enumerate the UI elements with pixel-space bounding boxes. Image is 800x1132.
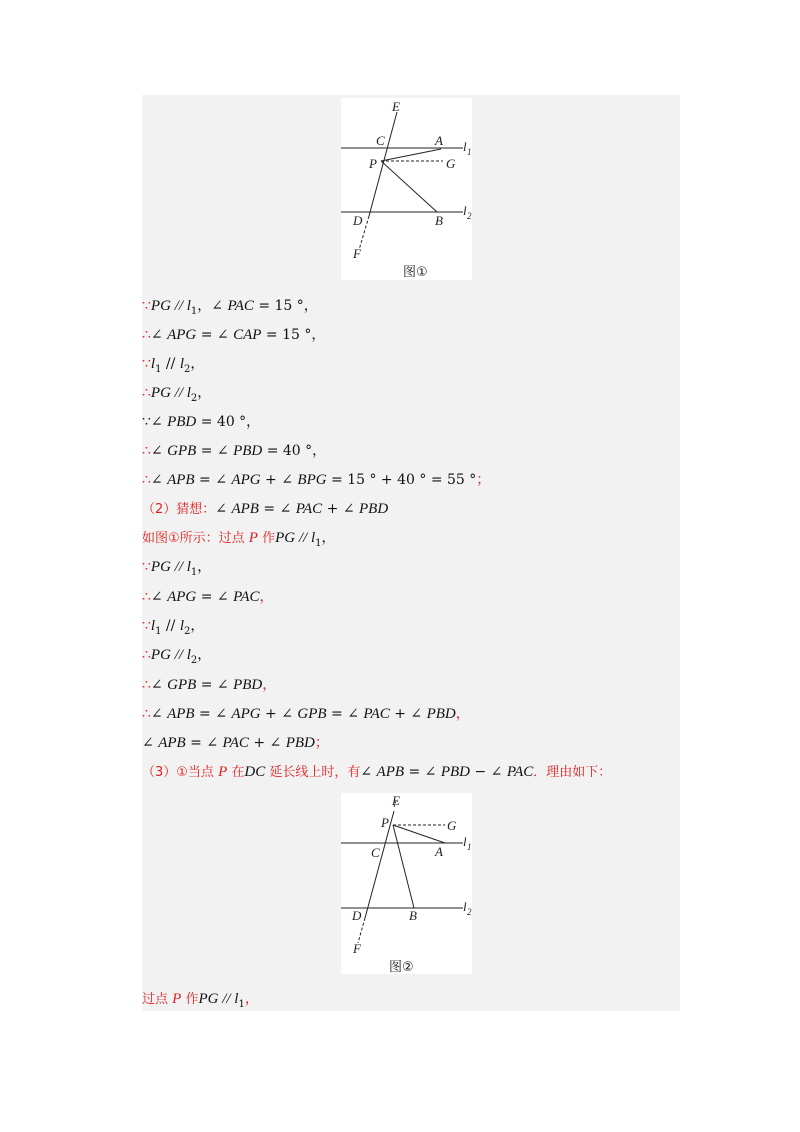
proof-text: ， (190, 356, 205, 372)
proof-text: = ∠ (185, 735, 223, 751)
proof-text: APG (167, 327, 197, 343)
proof-text: 1 (238, 998, 245, 1010)
proof-text: 过点 (142, 992, 173, 1007)
label-f: F (353, 246, 361, 261)
figure-1-caption: 图① (403, 265, 428, 280)
proof-text: APB (167, 706, 195, 722)
proof-text: ∴ (142, 327, 151, 343)
proof-text: 1 (155, 363, 162, 375)
proof-text: 2 (183, 625, 191, 637)
label-g: G (447, 818, 457, 833)
figure-1-diagram (341, 98, 472, 280)
proof-text: + ∠ (260, 706, 298, 722)
proof-text: ∴ (142, 706, 151, 722)
proof-text: ．理由如下： (533, 765, 612, 780)
proof-text: 1 (315, 537, 322, 549)
label-c: C (376, 133, 385, 148)
label-e: E (392, 99, 400, 114)
proof-text: （2）猜想： (142, 502, 216, 517)
proof-text: = ∠ (194, 472, 232, 488)
proof-text: ∴ (142, 647, 151, 663)
proof-line (142, 325, 325, 345)
proof-text: ∠ (360, 764, 377, 780)
proof-text: GPB (167, 443, 197, 459)
proof-text: PBD (440, 764, 471, 780)
proof-line (142, 616, 204, 642)
segment-pb (381, 161, 437, 212)
proof-text: ∠ (150, 677, 168, 693)
proof-text: 1 (190, 305, 198, 317)
proof-text: ； (476, 472, 491, 488)
label-e: E (392, 793, 400, 808)
proof-text: PBD (233, 443, 263, 459)
proof-text: ∴ (142, 443, 151, 459)
proof-text: P (248, 530, 258, 546)
proof-text: ∵ (142, 356, 151, 372)
proof-text: // (161, 356, 180, 372)
proof-text: P (218, 764, 228, 780)
proof-text: APG (167, 589, 197, 605)
proof-text: + ∠ (260, 472, 298, 488)
proof-text: PG // l (150, 298, 191, 314)
proof-line (142, 499, 388, 520)
proof-text: APG (231, 706, 261, 722)
proof-text: APB (376, 764, 405, 780)
proof-text: + ∠ (248, 735, 286, 751)
proof-text: ∵ (142, 618, 151, 634)
proof-text: ， (455, 706, 470, 722)
proof-text: 1 (190, 566, 198, 578)
proof-text: PAC (363, 706, 390, 722)
proof-line (142, 557, 211, 583)
proof-text: // (161, 618, 180, 634)
proof-text: ∠ (215, 501, 232, 517)
proof-line (142, 383, 211, 409)
figure-2 (341, 793, 472, 974)
proof-text: APB (167, 472, 195, 488)
proof-text: 2 (190, 392, 198, 404)
label-c: C (371, 845, 380, 860)
proof-text: PAC (506, 764, 534, 780)
proof-text: PAC (295, 501, 323, 517)
proof-text: + ∠ (389, 706, 427, 722)
proof-line (142, 470, 490, 490)
label-l2: l (463, 899, 467, 914)
proof-text: PG // l (275, 530, 316, 546)
proof-line (142, 528, 335, 554)
proof-text: APG (231, 472, 261, 488)
label-d: D (352, 908, 362, 923)
proof-text: DC (244, 764, 266, 780)
label-b: B (409, 908, 417, 923)
proof-text: ∴ (142, 677, 151, 693)
proof-text: PBD (233, 677, 263, 693)
proof-text: ∴ (142, 385, 151, 401)
proof-text: PAC (222, 735, 249, 751)
proof-text: ， (262, 677, 277, 693)
label-a: A (435, 844, 443, 859)
proof-text: = 15 °， (261, 327, 326, 343)
proof-text: PG // l (150, 559, 191, 575)
label-a: A (435, 133, 443, 148)
proof-text: ， (321, 530, 336, 546)
proof-text: ∵ (142, 414, 151, 430)
proof-text: = ∠ (194, 706, 232, 722)
proof-text: PAC (227, 298, 254, 314)
label-l1-sub: 1 (467, 842, 472, 852)
segment-pa (381, 149, 441, 161)
proof-text: = ∠ (196, 443, 234, 459)
proof-text: 在 (227, 765, 245, 780)
proof-text: ， (259, 589, 274, 605)
proof-text: ∴ (142, 472, 151, 488)
proof-text: ∠ (150, 589, 168, 605)
proof-text: ∠ (150, 472, 168, 488)
proof-text: BPG (297, 472, 327, 488)
proof-text: ∠ (150, 327, 168, 343)
proof-text: GPB (297, 706, 327, 722)
proof-line (142, 675, 276, 695)
proof-text: PG // l (150, 385, 191, 401)
proof-line (142, 762, 611, 783)
figure-2-caption: 图② (389, 960, 414, 974)
proof-text: ； (314, 735, 329, 751)
segment-pa (393, 825, 445, 843)
label-l1: l (463, 139, 467, 154)
proof-text: 如图①所示：过点 (142, 531, 249, 546)
proof-text: = ∠ (196, 327, 234, 343)
proof-text: PAC (233, 589, 260, 605)
label-l2-sub: 2 (467, 211, 472, 221)
proof-text: ， (197, 647, 212, 663)
proof-text: PBD (167, 414, 197, 430)
proof-text: ， (197, 559, 212, 575)
proof-text: ∠ (150, 443, 168, 459)
proof-text: = 40 °， (196, 414, 261, 430)
proof-text: 作 (257, 531, 276, 546)
figure-1 (341, 98, 472, 280)
proof-text: l (150, 356, 156, 372)
proof-text: 作 (181, 992, 199, 1007)
proof-text: = ∠ (196, 677, 234, 693)
proof-text: 延长线上时，有 (265, 765, 361, 780)
figure-2-diagram (341, 793, 472, 974)
segment-pb (393, 825, 414, 908)
proof-text: l (150, 618, 156, 634)
proof-text: 2 (183, 363, 191, 375)
proof-text: PG // l (198, 991, 239, 1007)
proof-text: P (172, 991, 182, 1007)
proof-text: ∠ (150, 414, 168, 430)
proof-line (142, 354, 204, 380)
proof-text: PG // l (150, 647, 191, 663)
proof-text: ， (190, 618, 205, 634)
label-p: P (369, 156, 377, 171)
label-l1: l (463, 834, 467, 849)
proof-line (142, 441, 326, 461)
proof-text: （3）①当点 (142, 765, 219, 780)
proof-text: APB (231, 501, 259, 517)
proof-text: + ∠ (322, 501, 359, 517)
label-l1-sub: 1 (467, 147, 472, 157)
proof-line (142, 645, 211, 671)
proof-text: ∵ (142, 559, 151, 575)
transversal-solid (365, 811, 394, 918)
label-f: F (353, 941, 361, 956)
proof-text: = ∠ (404, 764, 441, 780)
label-p: P (381, 815, 389, 830)
proof-text: ∠ (142, 735, 159, 751)
proof-text: = 15 °， (253, 298, 318, 314)
proof-text: PBD (359, 501, 389, 517)
proof-text: ， (244, 991, 259, 1007)
proof-text: = ∠ (326, 706, 364, 722)
proof-text: ∴ (142, 589, 151, 605)
proof-text: 1 (155, 625, 162, 637)
proof-line (142, 587, 274, 607)
proof-text: GPB (167, 677, 197, 693)
label-l2: l (463, 203, 467, 218)
proof-text: = 40 °， (262, 443, 327, 459)
proof-text: = ∠ (258, 501, 296, 517)
proof-text: − ∠ (470, 764, 507, 780)
proof-text: ，∠ (197, 298, 228, 314)
proof-text: ， (197, 385, 212, 401)
label-g: G (446, 156, 456, 171)
label-b: B (435, 213, 443, 228)
proof-line (142, 704, 470, 724)
label-l2-sub: 2 (467, 907, 472, 917)
proof-text: CAP (233, 327, 262, 343)
proof-line (142, 989, 259, 1015)
proof-text: PBD (285, 735, 315, 751)
proof-text: 2 (190, 654, 198, 666)
proof-line (142, 296, 318, 322)
proof-line (142, 733, 329, 753)
proof-text: ∠ (150, 706, 168, 722)
label-d: D (353, 213, 363, 228)
proof-text: ∵ (142, 298, 151, 314)
proof-text: l (179, 356, 184, 372)
proof-text: l (179, 618, 184, 634)
proof-text: APB (158, 735, 186, 751)
proof-line (142, 412, 260, 432)
proof-text: PBD (426, 706, 456, 722)
proof-text: = ∠ (196, 589, 234, 605)
proof-text: = 15 ° + 40 ° = 55 ° (326, 472, 477, 488)
